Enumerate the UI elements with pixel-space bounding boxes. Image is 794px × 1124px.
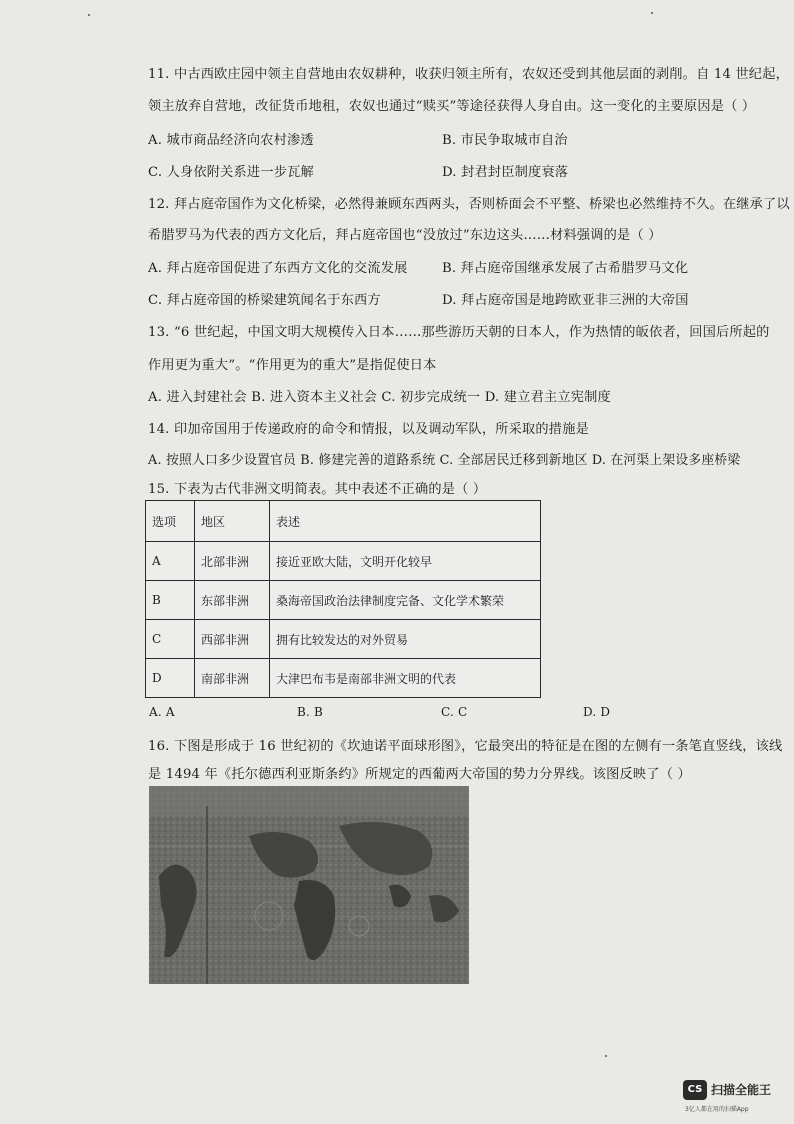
table-cell: 东部非洲	[195, 581, 270, 620]
table-cell: B	[146, 581, 195, 620]
table-cell: D	[146, 659, 195, 698]
q15-option-b: B. B	[297, 705, 324, 719]
q12-stem-line1: 12. 拜占庭帝国作为文化桥梁，必然得兼顾东西两头，否则桥面会不平整、桥梁也必然维持不久。在继承了以	[148, 197, 790, 212]
q11-stem-line2: 领主放弃自营地，改征货币地租，农奴也通过“赎买”等途径获得人身自由。这一变化的主要原因是（ ）	[148, 99, 756, 114]
table-row	[146, 659, 541, 698]
cantino-planisphere-image	[149, 786, 469, 984]
q15-option-a: A. A	[149, 705, 175, 719]
q12-option-d: D. 拜占庭帝国是地跨欧亚非三洲的大帝国	[442, 293, 689, 308]
table-header-cell: 表述	[270, 501, 541, 542]
q15-stem: 15. 下表为古代非洲文明简表。其中表述不正确的是（ ）	[148, 482, 487, 497]
q14-options: A. 按照人口多少设置官员 B. 修建完善的道路系统 C. 全部居民迁移到新地区 D. 在河渠上架设多座桥梁	[148, 453, 741, 468]
watermark-name: 扫描全能王	[711, 1083, 772, 1097]
table-cell: 南部非洲	[195, 659, 270, 698]
table-cell: 西部非洲	[195, 620, 270, 659]
q11-option-b: B. 市民争取城市自治	[442, 133, 568, 148]
q12-option-b: B. 拜占庭帝国继承发展了古希腊罗马文化	[442, 261, 689, 276]
table-header-cell: 地区	[195, 501, 270, 542]
table-header-cell: 选项	[146, 501, 195, 542]
table-cell: 拥有比较发达的对外贸易	[270, 620, 541, 659]
q15-option-c: C. C	[441, 705, 468, 719]
q13-options: A. 进入封建社会 B. 进入资本主义社会 C. 初步完成统一 D. 建立君主立宪制度	[148, 390, 611, 405]
table-row	[146, 620, 541, 659]
camscanner-logo-icon: CS	[683, 1080, 707, 1100]
map-illustration	[149, 786, 469, 984]
table-cell: A	[146, 542, 195, 581]
q12-option-c: C. 拜占庭帝国的桥梁建筑闻名于东西方	[148, 293, 381, 308]
table-row	[146, 542, 541, 581]
table-cell: 大津巴布韦是南部非洲文明的代表	[270, 659, 541, 698]
q14-stem: 14. 印加帝国用于传递政府的命令和情报，以及调动军队，所采取的措施是	[148, 422, 589, 437]
scan-speck	[88, 14, 90, 16]
table-header-row	[146, 501, 541, 542]
scan-speck	[605, 1055, 607, 1057]
table-row	[146, 581, 541, 620]
q12-stem-line2: 希腊罗马为代表的西方文化后，拜占庭帝国也“没放过”东边这头……材料强调的是（ ）	[148, 228, 662, 243]
q13-stem-line2: 作用更为重大”。“作用更为的重大”是指促使日本	[148, 358, 437, 373]
africa-civilization-table	[145, 500, 541, 698]
q11-option-c: C. 人身依附关系进一步瓦解	[148, 165, 314, 180]
scanner-watermark	[683, 1080, 793, 1116]
q11-option-d: D. 封君封臣制度衰落	[442, 165, 569, 180]
watermark-tagline: 3亿人都在用的扫描App	[685, 1106, 749, 1113]
q16-stem-line1: 16. 下图是形成于 16 世纪初的《坎迪诺平面球形图》，它最突出的特征是在图的左侧有一条笔直竖线，该线	[148, 739, 783, 754]
table-cell: C	[146, 620, 195, 659]
table-cell: 北部非洲	[195, 542, 270, 581]
q16-stem-line2: 是 1494 年《托尔德西利亚斯条约》所规定的西葡两大帝国的势力分界线。该图反映了（ ）	[148, 767, 691, 782]
table-cell: 接近亚欧大陆，文明开化较早	[270, 542, 541, 581]
scan-speck	[651, 12, 653, 14]
q12-option-a: A. 拜占庭帝国促进了东西方文化的交流发展	[148, 261, 408, 276]
q13-stem-line1: 13. “6 世纪起，中国文明大规模传入日本……那些游历天朝的日本人，作为热情的皈依者，回国后所起的	[148, 325, 770, 340]
q11-option-a: A. 城市商品经济向农村渗透	[148, 133, 314, 148]
q15-option-d: D. D	[583, 705, 611, 719]
table-cell: 桑海帝国政治法律制度完备、文化学术繁荣	[270, 581, 541, 620]
q11-stem-line1: 11. 中古西欧庄园中领主自营地由农奴耕种，收获归领主所有，农奴还受到其他层面的剥削。自 14 世纪起，	[148, 67, 789, 82]
